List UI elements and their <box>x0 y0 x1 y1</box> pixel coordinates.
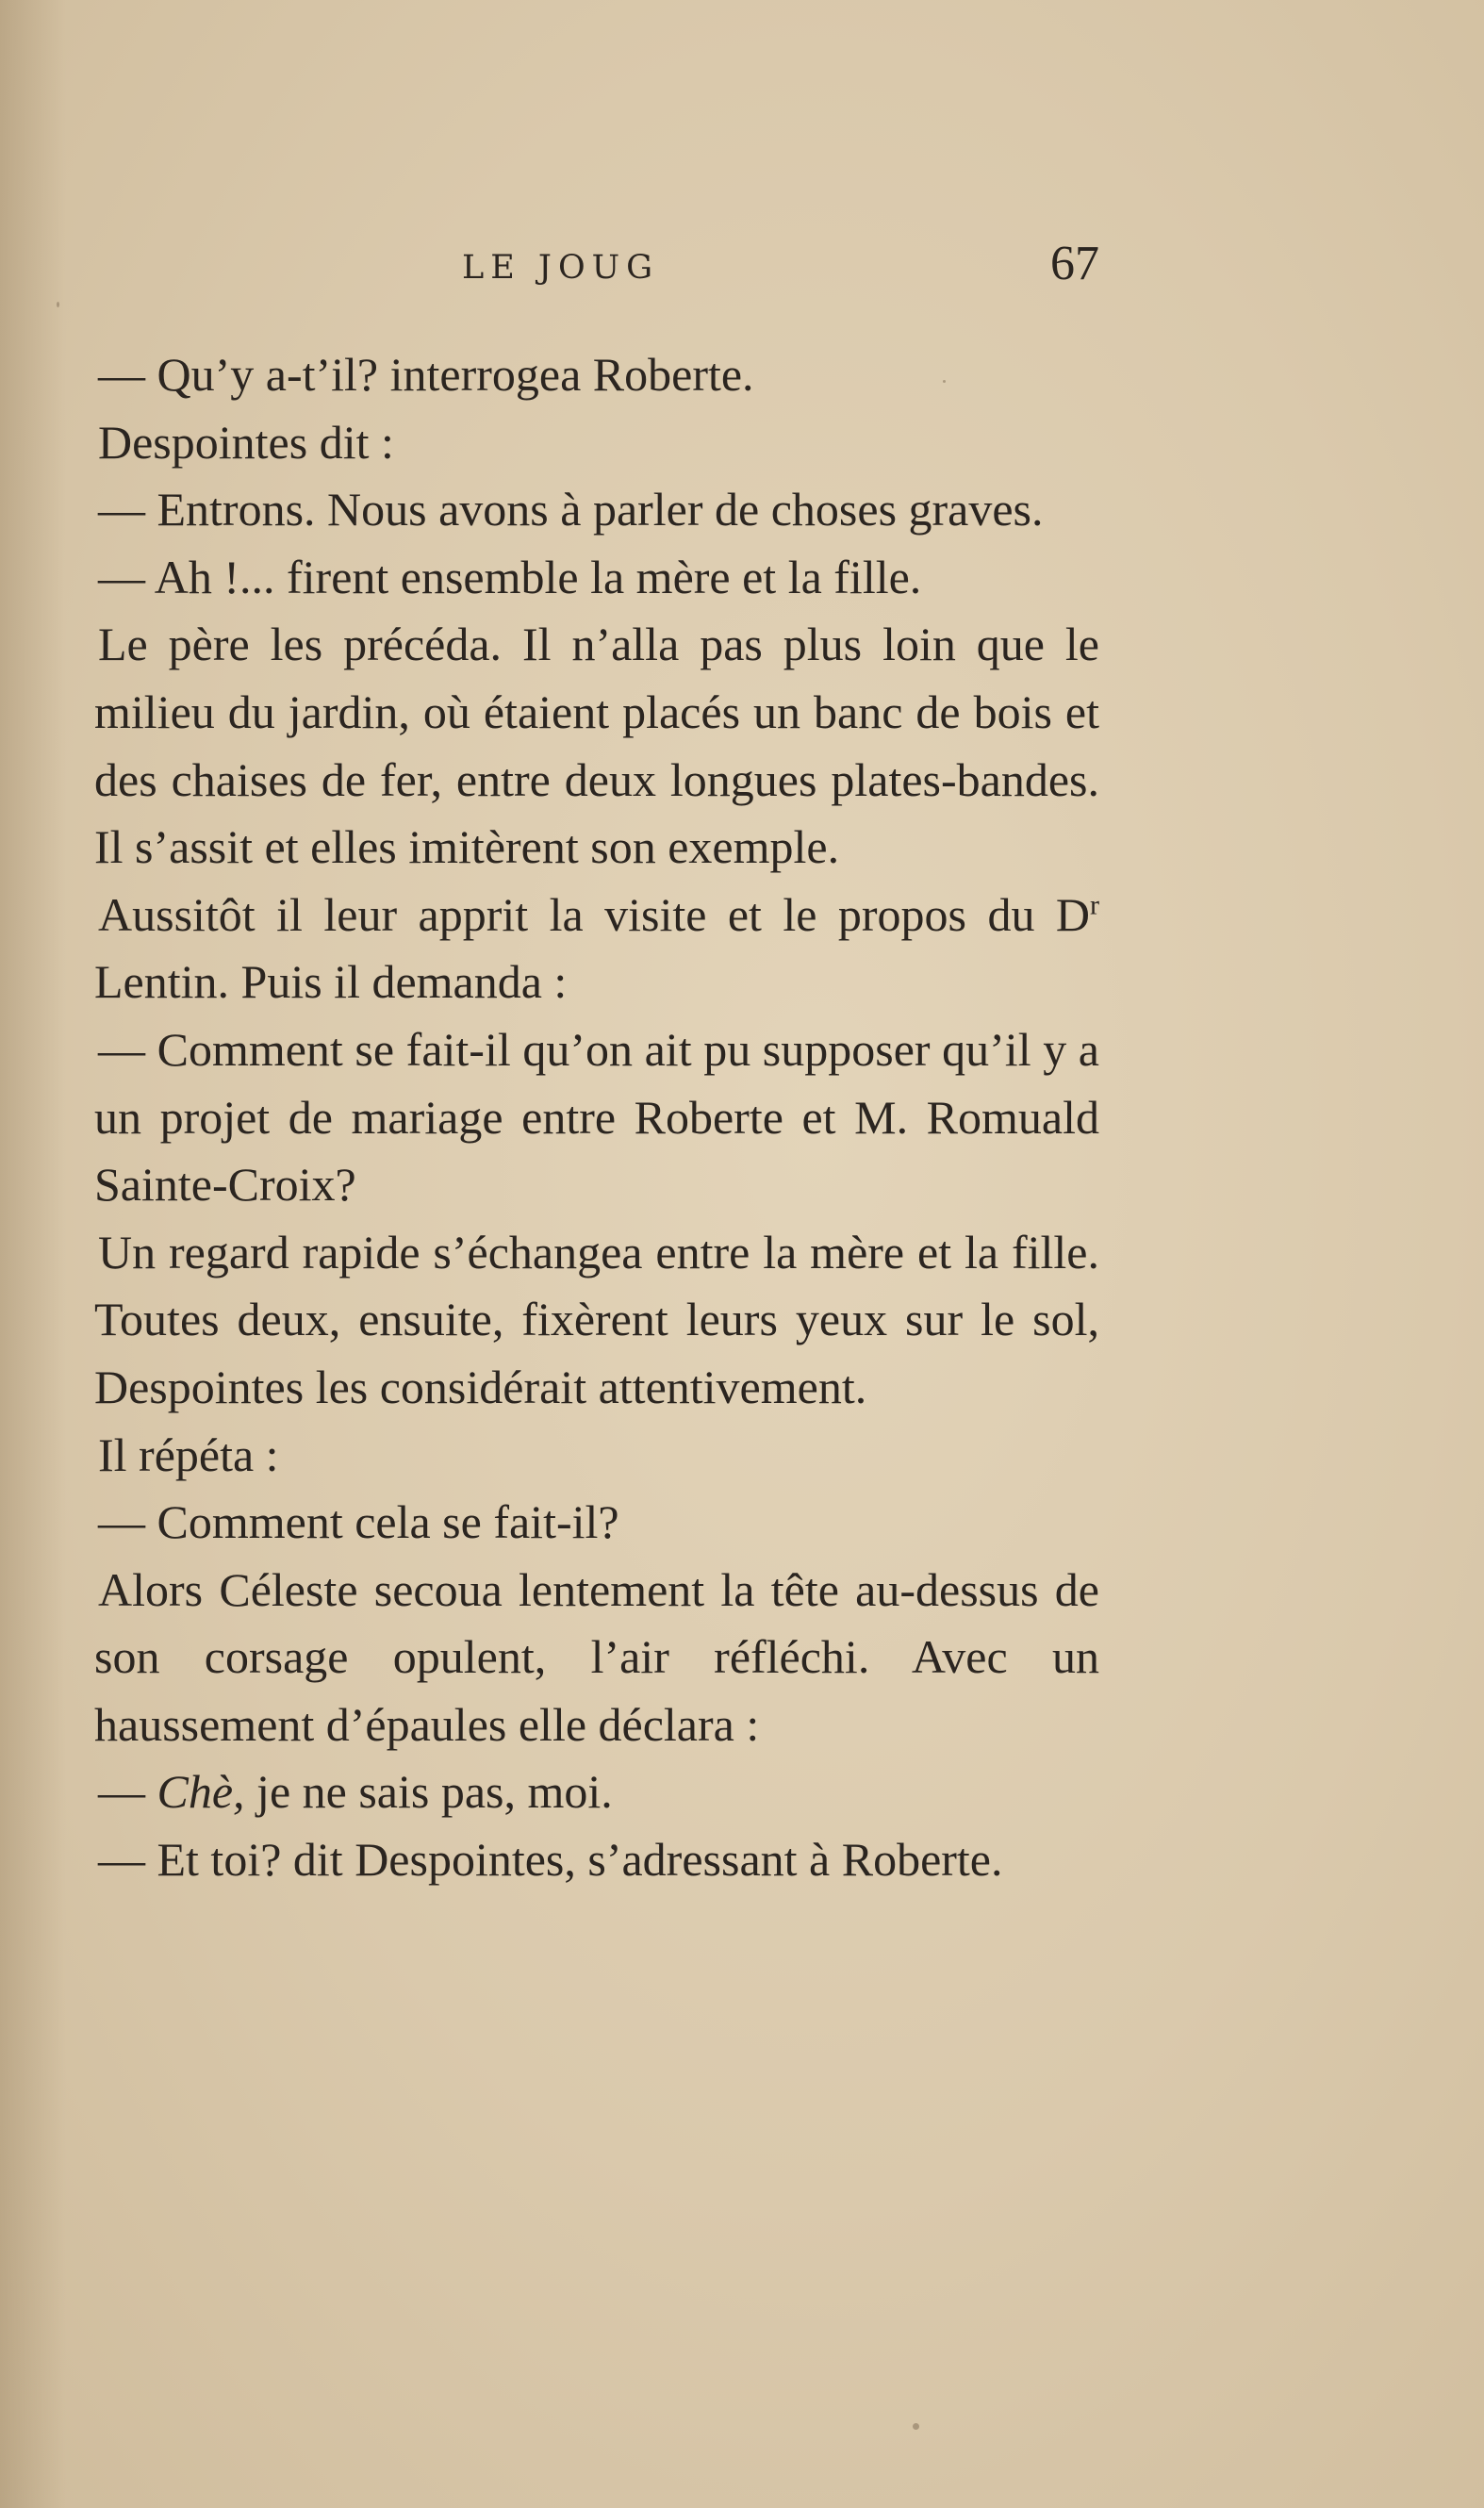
paragraph <box>94 1758 1099 1826</box>
text-run: Aussitôt il leur apprit la visite et le propos du <box>98 887 1035 941</box>
paragraph: Il répéta : <box>98 1427 279 1481</box>
paragraph: Un regard rapide s’échangea entre la mère et la fille. Toutes deux, ensuite, fixèrent leurs yeux sur le sol, Despointes les considérait attentivement. <box>94 1225 1099 1413</box>
page-number: 67 <box>1050 237 1099 290</box>
paper-speck <box>913 2423 919 2430</box>
paragraph: — Comment se fait-il qu’on ait pu supposer qu’il y a un projet de mariage entre Roberte et M. Romuald Sainte-Croix? <box>94 1022 1099 1212</box>
paragraph: — Comment cela se fait-il? <box>98 1495 619 1549</box>
page-header <box>94 236 1099 292</box>
paragraph: — Et toi? dit Despointes, s’adressant à Roberte. <box>98 1833 1003 1887</box>
doctor-superscript: r <box>1090 889 1099 921</box>
gutter-shadow <box>0 0 66 2508</box>
paragraph: — Qu’y a-t’il? interrogea Roberte. <box>98 348 754 401</box>
text-run: Lentin. Puis il demanda : <box>94 955 568 1009</box>
italic-word: Chè, <box>157 1765 245 1819</box>
doctor-abbrev: D <box>1055 887 1090 941</box>
text-run: je ne sais pas, moi. <box>256 1765 613 1819</box>
paragraph <box>94 882 1099 1016</box>
paragraph: — Entrons. Nous avons à parler de choses graves. <box>98 483 1044 536</box>
paragraph: Le père les précéda. Il n’alla pas plus loin que le milieu du jardin, où étaient placés un banc de bois et des chaises de fer, entre deux longues plates-bandes. Il s’assit et elles imitèrent son exemple. <box>94 618 1099 874</box>
paragraph: — Ah !... firent ensemble la mère et la fille. <box>98 550 922 603</box>
body-text <box>94 341 1099 1894</box>
paper-speck <box>57 302 59 307</box>
running-title: LE JOUG <box>462 249 660 287</box>
paper-speck <box>943 380 946 383</box>
dialogue-dash: — <box>98 1765 157 1819</box>
paragraph: Despointes dit : <box>98 415 394 469</box>
paragraph: Alors Céleste secoua lentement la tête au-dessus de son corsage opulent, l’air réfléchi. Avec un haussement d’épaules elle déclara : <box>94 1562 1099 1751</box>
